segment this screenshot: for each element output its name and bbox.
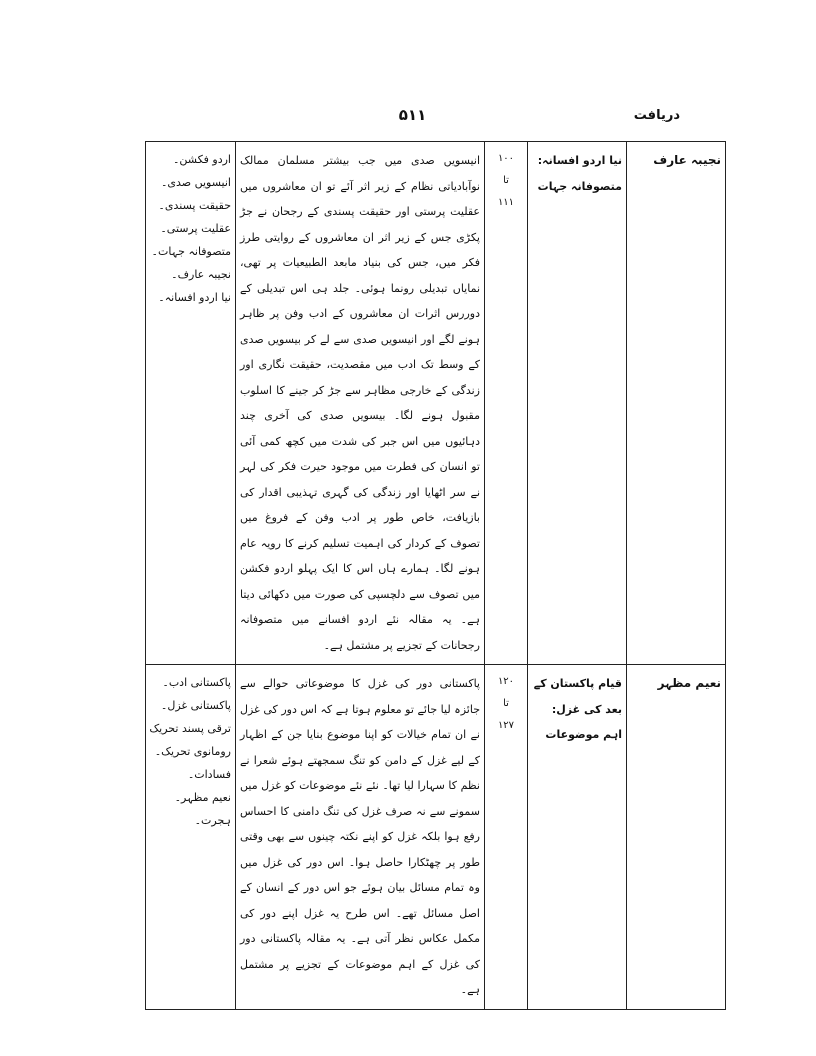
pages-cell bbox=[485, 142, 528, 665]
page-range-separator: تا bbox=[503, 698, 509, 709]
author-cell: نعیم مظہر bbox=[627, 665, 726, 1010]
author-cell: نجیبہ عارف bbox=[627, 142, 726, 665]
keyword: متصوفانہ جہات۔ bbox=[151, 245, 231, 258]
keyword: نعیم مظہر۔ bbox=[174, 791, 231, 804]
page-range-separator: تا bbox=[503, 175, 509, 186]
title-cell: قیام پاکستان کے بعد کی غزل: اہم موضوعات bbox=[528, 665, 627, 1010]
abstract-cell: پاکستانی دور کی غزل کا موضوعاتی حوالے سے جائزہ لیا جائے تو معلوم ہوتا ہے کہ اس دور کی غزل نے ان تمام خیالات کو اپنا موضوع بنایا جن کے اظہار کے لیے غزل کے دامن کو تنگ سمجھتے ہوئے شعرا نے نظم کا سہارا لیا تھا۔ نئے نئے موضوعات کو غزل میں سمونے سے نہ صرف غزل کی تنگ دامنی کا احساس رفع ہوا بلکہ غزل کو اپنے نکتہ چینوں سے بھی وقتی طور پر چھٹکارا حاصل ہوا۔ اس دور کی غزل میں وہ تمام مسائل بیان ہوئے جو اس دور کے انسان کے اصل مسائل تھے۔ اس طرح یہ غزل اپنے دور کی مکمل عکاس نظر آتی ہے۔ یہ مقالہ پاکستانی دور کی غزل کے اہم موضوعات کے تجزیے پر مشتمل ہے۔ bbox=[236, 665, 485, 1010]
keyword: نجیبہ عارف۔ bbox=[171, 268, 231, 281]
page-number: ۵۱۱ bbox=[398, 106, 427, 124]
keywords-cell bbox=[146, 142, 236, 665]
keyword: پاکستانی ادب۔ bbox=[162, 676, 231, 689]
article-index-table bbox=[145, 141, 726, 1010]
keyword: عقلیت پرستی۔ bbox=[160, 222, 231, 235]
keyword: نیا اردو افسانہ۔ bbox=[158, 291, 231, 304]
keyword: پاکستانی غزل۔ bbox=[160, 699, 231, 712]
pages-cell bbox=[485, 665, 528, 1010]
keyword: اردو فکشن۔ bbox=[172, 153, 231, 166]
page-end: ۱۲۷ bbox=[497, 720, 515, 731]
keyword: انیسویں صدی۔ bbox=[160, 176, 231, 189]
title-cell: نیا اردو افسانہ: متصوفانہ جہات bbox=[528, 142, 627, 665]
keyword: رومانوی تحریک۔ bbox=[154, 745, 231, 758]
table-row bbox=[146, 142, 726, 665]
keyword: فسادات۔ bbox=[187, 768, 231, 781]
keyword: ترقی پسند تحریک bbox=[149, 722, 231, 735]
keyword: ہجرت۔ bbox=[194, 814, 231, 827]
keyword: حقیقت پسندی۔ bbox=[158, 199, 231, 212]
abstract-cell: انیسویں صدی میں جب بیشتر مسلمان ممالک نوآبادیاتی نظام کے زیر اثر آئے تو ان معاشروں میں عقلیت پرستی اور حقیقت پسندی کے رجحان نے جڑ پکڑی جس کے زیر اثر ان معاشروں کے روایتی طرز فکر میں، جس کی بنیاد مابعد الطبیعیات پر تھی، نمایاں تبدیلی رونما ہوئی۔ جلد ہی اس تبدیلی کے دوررس اثرات ان معاشروں کے ادب وفن پر ظاہر ہونے لگے اور انیسویں صدی سے لے کر بیسویں صدی کے وسط تک ادب میں مقصدیت، حقیقت نگاری اور زندگی کے خارجی مظاہر سے جڑ کر جینے کا اسلوب مقبول ہونے لگا۔ بیسویں صدی کی آخری چند دہائیوں میں اس جبر کی شدت میں کچھ کمی آئی تو انسان کی فطرت میں موجود حیرت فکر کی لہر نے سر اٹھایا اور زندگی کی گہری تہذیبی اقدار کی بازیافت، خاص طور پر ادب وفن کے فروغ میں تصوف کے کردار کی اہمیت تسلیم کرنے کا رویہ عام ہونے لگا۔ ہمارے ہاں اس کا ایک پہلو اردو فکشن میں تصوف سے دلچسپی کی صورت میں دکھائی دیتا ہے۔ یہ مقالہ نئے اردو افسانے میں متصوفانہ رجحانات کے تجزیے پر مشتمل ہے۔ bbox=[236, 142, 485, 665]
keywords-cell bbox=[146, 665, 236, 1010]
page-start: ۱۲۰ bbox=[497, 676, 515, 687]
journal-name: دریافت bbox=[633, 108, 680, 123]
page-end: ۱۱۱ bbox=[497, 197, 515, 208]
page-start: ۱۰۰ bbox=[497, 153, 515, 164]
page-header bbox=[145, 106, 680, 130]
table-row bbox=[146, 665, 726, 1010]
